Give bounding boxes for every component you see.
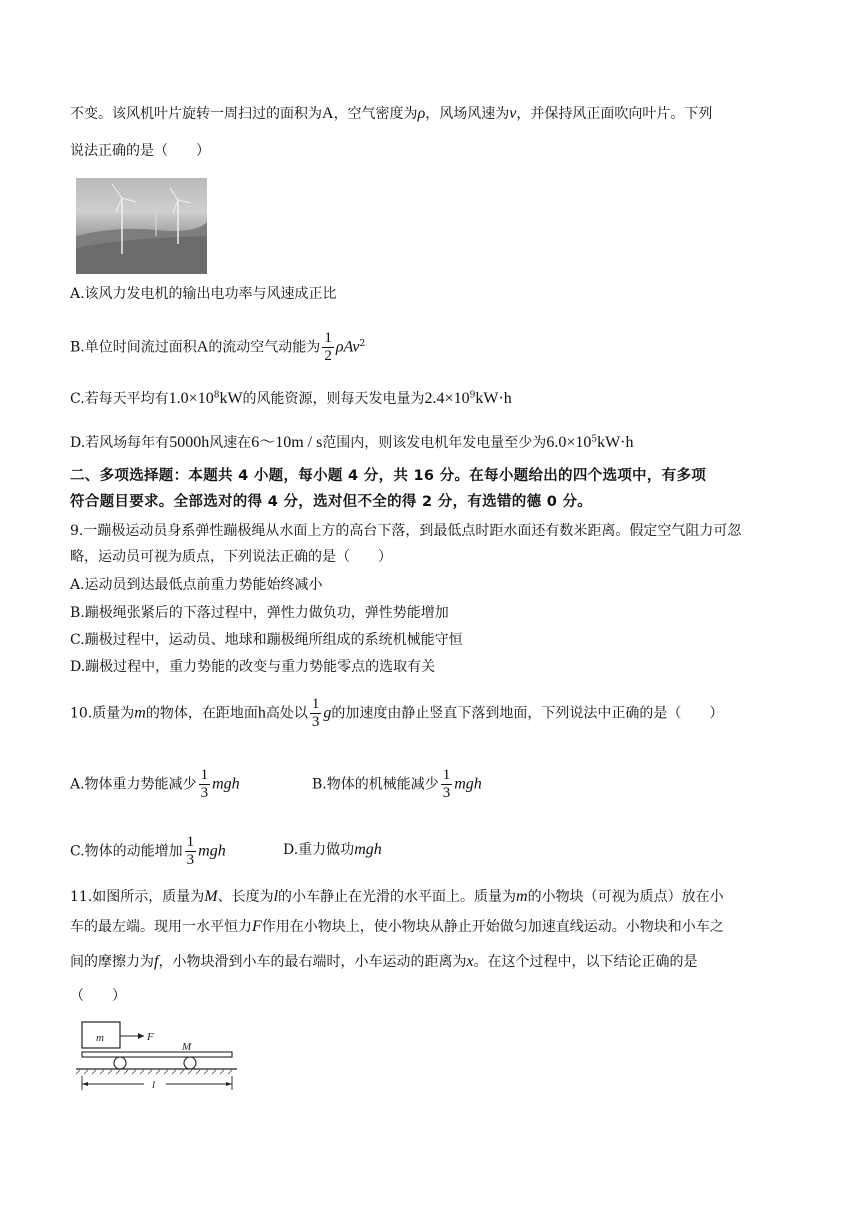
var-M: M: [204, 888, 218, 905]
fraction-one-third: [199, 767, 211, 802]
label-F: F: [147, 1031, 154, 1043]
expr-mgh: mgh: [198, 842, 226, 860]
label-l: l: [152, 1079, 156, 1091]
q10-text: 的加速度由静止竖直下落到地面，下列说法中正确的是（ ）: [331, 705, 724, 722]
opt-text: B.单位时间流过面积: [70, 339, 197, 356]
force-arrowhead: [138, 1033, 144, 1039]
expr-mgh: mgh: [354, 841, 382, 858]
expr-mgh: mgh: [454, 775, 482, 793]
q10-text: 的物体，在距地面: [145, 705, 258, 722]
q8-option-d: [70, 433, 634, 453]
superscript: 5: [591, 434, 598, 445]
dim-arrow-right: [226, 1082, 232, 1086]
q8-text: 不变。该风机叶片旋转一周扫过的面积为: [70, 106, 322, 122]
opt-text: A.物体重力势能减少: [70, 776, 197, 793]
q11-stem-line3: [70, 952, 698, 972]
var-F: F: [252, 918, 262, 935]
frac-den: 3: [200, 785, 209, 801]
frac-num: 1: [186, 834, 195, 850]
q9-option-c: C.蹦极过程中，运动员、地球和蹦极绳所组成的系统机械能守恒: [70, 632, 463, 648]
q10-text: 高处以: [265, 705, 308, 722]
q11-text: 间的摩擦力为: [70, 954, 154, 970]
q11-text: 的小车静止在光滑的水平面上。质量为: [278, 889, 517, 905]
unit: kW: [219, 390, 243, 407]
q11-text: 作用在小物块上，使小物块从静止开始做匀加速直线运动。小物块和小车之: [261, 919, 724, 935]
opt-text: 的流动空气动能为: [208, 339, 321, 356]
q8-text: ，空气密度为: [333, 106, 418, 122]
section2-header-line2: 符合题目要求。全部选对的得 4 分，选对但不全的得 2 分，有选错的德 0 分。: [70, 494, 593, 510]
cart-block-diagram: [74, 1012, 239, 1092]
q9-option-b: B.蹦极绳张紧后的下落过程中，弹性力做负功，弹性势能增加: [70, 605, 449, 621]
frac-num: 1: [311, 696, 320, 712]
frac-num: 1: [200, 767, 209, 783]
var-f: f: [154, 953, 159, 970]
q11-stem-line2: [70, 917, 724, 937]
q10-option-d: [283, 840, 382, 860]
opt-text: D.若风场每年有: [70, 435, 170, 451]
q11-text: 的小物块（可视为质点）放在小: [527, 889, 724, 905]
q9-option-a: A.运动员到达最低点前重力势能始终减小: [70, 577, 323, 593]
q9-stem-line1: 9.一蹦极运动员身系弹性蹦极绳从水面上方的高台下落，到最低点时距水面还有数米距离。假定空气阻力可忽: [70, 523, 742, 539]
q10-option-b: [312, 767, 482, 802]
var-l: l: [273, 888, 279, 905]
frac-num: 1: [442, 767, 451, 783]
q8-stem-line1: [70, 104, 712, 124]
q8-option-c: [70, 389, 512, 409]
superscript: 2: [359, 338, 366, 349]
value: 6.0×10: [546, 434, 592, 451]
q11-text: 。在这个过程中，以下结论正确的是: [473, 954, 698, 970]
q9-option-d: D.蹦极过程中，重力势能的改变与重力势能零点的选取有关: [70, 659, 436, 675]
frac-den: 2: [324, 348, 332, 364]
wheel-right: [184, 1057, 196, 1069]
expr-rho-a-v: ρAv: [335, 338, 360, 356]
var-x: x: [466, 953, 474, 970]
var-A: A: [322, 105, 334, 122]
q8-text: ，风场风速为: [425, 106, 510, 122]
opt-text: 的风能资源，则每天发电量为: [242, 391, 425, 407]
var-rho: ρ: [417, 105, 426, 122]
var-v: v: [509, 105, 517, 122]
q8-text: ，并保持风正面吹向叶片。下列: [516, 106, 713, 122]
q11-text: 11.如图所示，质量为: [70, 889, 205, 905]
frac-num: 1: [324, 330, 332, 346]
opt-text: D.重力做功: [283, 842, 355, 858]
frac-den: 3: [311, 714, 320, 730]
dim-arrow-left: [82, 1082, 88, 1086]
var-m: m: [134, 704, 146, 722]
label-m: m: [96, 1032, 104, 1044]
var-g: g: [323, 704, 332, 722]
var-h: h: [257, 704, 266, 722]
fraction-one-half: [322, 330, 334, 365]
value: 6～10m / s: [251, 434, 323, 451]
frac-den: 3: [186, 852, 195, 868]
unit: kW·h: [475, 390, 512, 407]
opt-text: 风速在: [209, 435, 252, 451]
q11-text: 车的最左端。现用一水平恒力: [70, 919, 252, 935]
var-m: m: [516, 888, 528, 905]
wheel-left: [114, 1057, 126, 1069]
section2-header-line1: 二、多项选择题：本题共 4 小题，每小题 4 分，共 16 分。在每小题给出的四个选项中，有多项: [70, 468, 707, 484]
unit: kW·h: [597, 434, 634, 451]
q9-stem-line2: 略，运动员可视为质点，下列说法正确的是（ ）: [70, 549, 392, 565]
q10-option-c: [70, 834, 226, 869]
q10-option-a: [70, 767, 240, 802]
q8-option-b: [70, 330, 365, 365]
ground-hatching: [76, 1070, 232, 1074]
superscript: 9: [469, 390, 476, 401]
expr-mgh: mgh: [212, 775, 240, 793]
opt-text: C.物体的动能增加: [70, 843, 183, 860]
value: 5000h: [169, 434, 210, 451]
opt-text: B.物体的机械能减少: [312, 776, 439, 793]
opt-text: 范围内，则该发电机年发电量至少为: [322, 435, 547, 451]
fraction-one-third: [310, 696, 322, 731]
q11-stem-line4: （ ）: [70, 988, 126, 1004]
wind-turbine-image: [76, 178, 207, 274]
q10-stem: [70, 696, 723, 731]
cart-M: [82, 1052, 232, 1057]
superscript: 8: [213, 390, 220, 401]
var-A: A: [196, 338, 209, 356]
q11-stem-line1: [70, 887, 724, 907]
q10-text: 10.质量为: [70, 705, 135, 722]
fraction-one-third: [441, 767, 453, 802]
q8-stem-line2: 说法正确的是（ ）: [70, 143, 210, 159]
q8-option-a: A.该风力发电机的输出电功率与风速成正比: [70, 286, 337, 302]
fraction-one-third: [185, 834, 197, 869]
q11-text: 、长度为: [217, 889, 274, 905]
frac-den: 3: [442, 785, 451, 801]
wind-turbine-photo: [76, 178, 207, 274]
value: 1.0×10: [168, 390, 214, 407]
opt-text: C.若每天平均有: [70, 391, 169, 407]
label-M: M: [182, 1041, 192, 1053]
q11-text: ，小物块滑到小车的最右端时，小车运动的距离为: [158, 954, 467, 970]
value: 2.4×10: [424, 390, 470, 407]
